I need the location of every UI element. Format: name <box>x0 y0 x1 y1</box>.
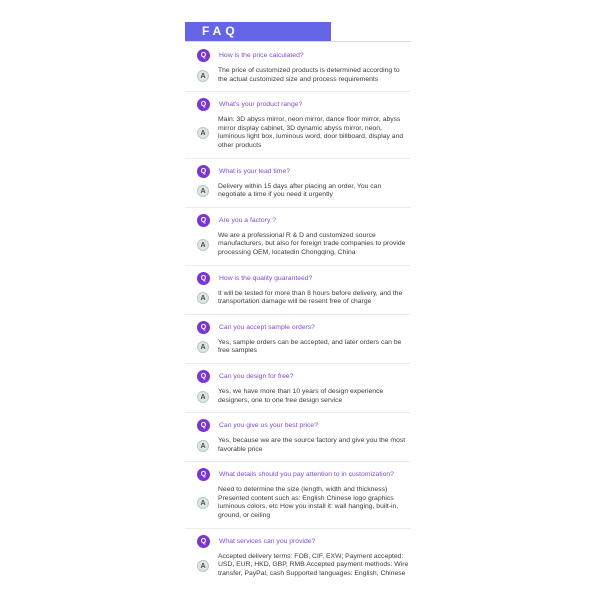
answer-badge-icon: A <box>197 391 209 403</box>
question-text: Can you design for free? <box>219 372 294 380</box>
faq-item <box>185 462 411 528</box>
question-badge-icon: Q <box>197 321 210 334</box>
question-text: Can you accept sample orders? <box>219 323 315 331</box>
answer-badge-icon: A <box>197 497 209 509</box>
page-title: FAQ <box>202 24 239 38</box>
answer-row <box>197 290 411 307</box>
question-badge-icon: Q <box>197 468 210 481</box>
question-badge-icon: Q <box>197 272 210 285</box>
faq-item <box>185 159 411 208</box>
answer-row <box>197 437 411 454</box>
question-row <box>197 370 411 383</box>
question-row <box>197 98 411 111</box>
answer-row <box>197 116 411 150</box>
answer-text: Yes, we have more than 10 years of design experience designers, one to one free design service <box>218 387 384 404</box>
answer-text: Yes, sample orders can be accepted, and later orders can be free samples <box>218 338 402 355</box>
question-badge-icon: Q <box>197 535 210 548</box>
question-text: What's your product range? <box>219 101 303 109</box>
answer-badge-icon: A <box>197 560 209 572</box>
faq-list <box>185 43 411 585</box>
question-text: What is your lead time? <box>219 167 291 175</box>
faq-item <box>185 529 411 586</box>
question-badge-icon: Q <box>197 214 210 227</box>
question-badge-icon: Q <box>197 98 210 111</box>
answer-text: The price of customized products is determined according to the actual customized size and process requirements <box>218 67 400 83</box>
answer-badge-icon: A <box>197 341 209 353</box>
answer-badge-icon: A <box>197 239 209 251</box>
question-row <box>197 535 411 548</box>
question-row <box>197 165 411 178</box>
question-badge-icon: Q <box>197 49 210 62</box>
question-text: What services can you provide? <box>219 537 316 545</box>
faq-item <box>185 266 411 315</box>
answer-badge-icon: A <box>197 127 209 139</box>
faq-item <box>185 364 411 413</box>
question-row <box>197 321 411 334</box>
answer-text: It will be tested for more than 8 hours before delivery, and the transportation damage will be resent free of charge <box>218 289 403 306</box>
question-badge-icon: Q <box>197 419 210 432</box>
answer-badge-icon: A <box>197 185 209 197</box>
question-badge-icon: Q <box>197 370 210 383</box>
answer-row <box>197 388 411 405</box>
answer-text: Accepted delivery terms: FOB, CIF, EXW; Payment accepted: USD, EUR, HKD, GBP, RMB Accepted payment methods: Wire transfer, PayPal, cash Supported languages: English, Chinese <box>218 552 409 577</box>
answer-row <box>197 486 411 520</box>
faq-column <box>185 22 411 585</box>
answer-row <box>197 67 411 84</box>
faq-item <box>185 315 411 364</box>
question-text: How is the quality guaranteed? <box>219 274 313 282</box>
answer-row <box>197 183 411 200</box>
answer-row <box>197 232 411 258</box>
question-text: Can you give us your best price? <box>219 422 318 430</box>
answer-badge-icon: A <box>197 292 209 304</box>
faq-item <box>185 92 411 158</box>
question-text: What details should you pay attention to in customization? <box>219 471 394 479</box>
faq-item <box>185 208 411 266</box>
faq-item <box>185 413 411 462</box>
question-text: How is the price calculated? <box>219 52 304 59</box>
answer-text: We are a professional R & D and customized source manufacturers, but also for foreign trade companies to provide processing OEM, locatedin Chongqing, China <box>218 231 406 256</box>
question-row <box>197 419 411 432</box>
question-row <box>197 49 411 62</box>
answer-badge-icon: A <box>197 440 209 452</box>
answer-text: Delivery within 15 days after placing an order, You can negotiate a time if you need it urgently <box>218 182 382 199</box>
answer-text: Need to determine the size (length, width and thickness) Presented content such as: English Chinese logo graphics luminous colors, etc How you install it: wall hanging, built-in, ground, or ceiling <box>218 486 399 520</box>
answer-text: Main: 3D abyss mirror, neon mirror, dance floor mirror, abyss mirror display cabinet, 3D dynamic abyss mirror, neon, luminous light box, luminous word, door billboard, display and other products <box>218 116 404 149</box>
answer-row <box>197 339 411 356</box>
faq-title-banner <box>185 22 331 41</box>
faq-item <box>185 43 411 92</box>
answer-text: Yes, because we are the source factory and give you the most favorable price <box>218 437 406 453</box>
question-row <box>197 272 411 285</box>
question-row <box>197 214 411 227</box>
question-badge-icon: Q <box>197 165 210 178</box>
question-text: Are you a factory ? <box>219 216 277 224</box>
answer-badge-icon: A <box>197 70 209 82</box>
question-row <box>197 468 411 481</box>
answer-row <box>197 553 411 579</box>
faq-header <box>185 22 411 42</box>
